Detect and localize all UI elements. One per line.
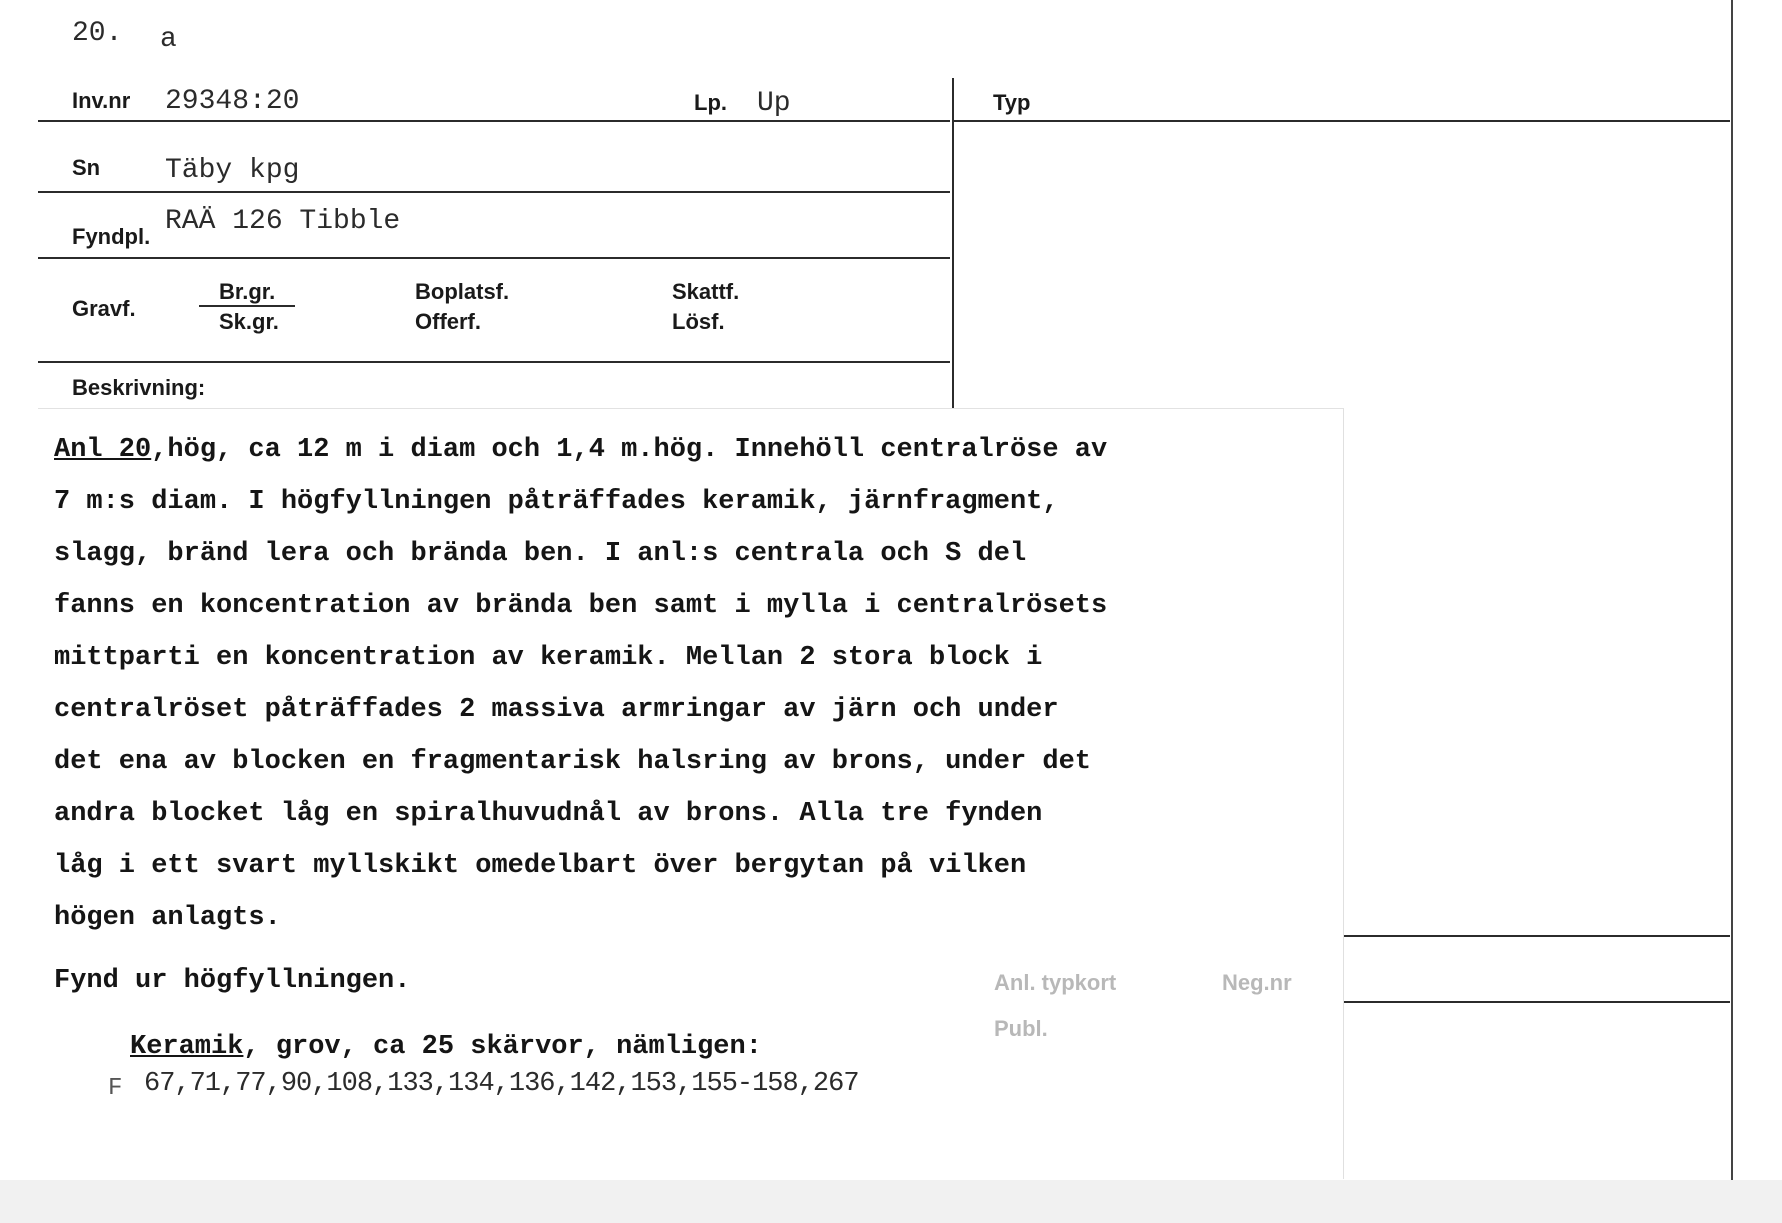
description-line-5: mittparti en koncentration av keramik. Mellan 2 stora block i — [54, 643, 1043, 673]
sk-gr-label: Sk.gr. — [219, 309, 279, 334]
description-line-9: låg i ett svart myllskikt omedelbart över bergytan på vilken — [54, 851, 1027, 881]
publ-label: Publ. — [994, 1016, 1048, 1041]
offerf-label: Offerf. — [415, 309, 481, 334]
description-line-3: slagg, bränd lera och brända ben. I anl:s centrala och S del — [54, 539, 1027, 569]
description-line-1: ,hög, ca 12 m i diam och 1,4 m.hög. Innehöll centralröse av — [151, 435, 1108, 465]
keramik-line — [130, 1021, 1390, 1073]
rule-gravf — [38, 361, 950, 363]
f-numbers: 67,71,77,90,108,133,134,136,142,153,155-158,267 — [144, 1069, 859, 1099]
rule-sn — [38, 191, 950, 193]
description-line-8: andra blocket låg en spiralhuvudnål av brons. Alla tre fynden — [54, 799, 1043, 829]
inv-nr-value: 29348:20 — [165, 86, 300, 117]
br-gr-label: Br.gr. — [219, 279, 276, 304]
gravf-label: Gravf. — [72, 296, 136, 321]
description-line-10: högen anlagts. — [54, 903, 281, 933]
typ-label: Typ — [993, 90, 1031, 115]
sn-label: Sn — [72, 155, 101, 180]
description-line-7: det ena av blocken en fragmentarisk halsring av brons, under det — [54, 747, 1091, 777]
keramik-rest: , grov, ca 25 skärvor, nämligen: — [243, 1032, 762, 1062]
lp-value: Up — [757, 88, 791, 119]
beskrivning-label: Beskrivning: — [72, 375, 206, 400]
f-prefix: F — [108, 1075, 123, 1102]
finds-heading: Fynd ur högfyllningen. — [54, 966, 411, 996]
skattf-label: Skattf. — [672, 279, 740, 304]
fyndpl-label: Fyndpl. — [72, 224, 151, 249]
rule-fyndpl — [38, 257, 950, 259]
keramik-label: Keramik — [130, 1032, 244, 1062]
br-sk-fraction-bar — [199, 305, 295, 307]
losf-label: Lösf. — [672, 309, 725, 334]
lp-label: Lp. — [694, 90, 727, 115]
description-line-4: fanns en koncentration av brända ben samt i mylla i centralrösets — [54, 591, 1108, 621]
corner-number: 20. — [72, 18, 123, 49]
neg-nr-label: Neg.nr — [1222, 970, 1292, 995]
sn-value: Täby kpg — [165, 155, 300, 186]
boplatsf-label: Boplatsf. — [415, 279, 510, 304]
description-text — [54, 424, 1314, 944]
rule-typ — [954, 120, 1730, 122]
description-line-6: centralröset påträffades 2 massiva armringar av järn och under — [54, 695, 1059, 725]
anl-typkort-label: Anl. typkort — [994, 970, 1117, 995]
fyndpl-value: RAÄ 126 Tibble — [165, 206, 401, 237]
anl-heading: Anl 20 — [54, 435, 152, 465]
rule-inv — [38, 120, 950, 122]
card-shadow — [0, 1180, 1782, 1223]
description-line-2: 7 m:s diam. I högfyllningen påträffades keramik, järnfragment, — [54, 487, 1059, 517]
corner-letter: a — [160, 24, 177, 55]
inv-nr-label: Inv.nr — [72, 88, 131, 113]
